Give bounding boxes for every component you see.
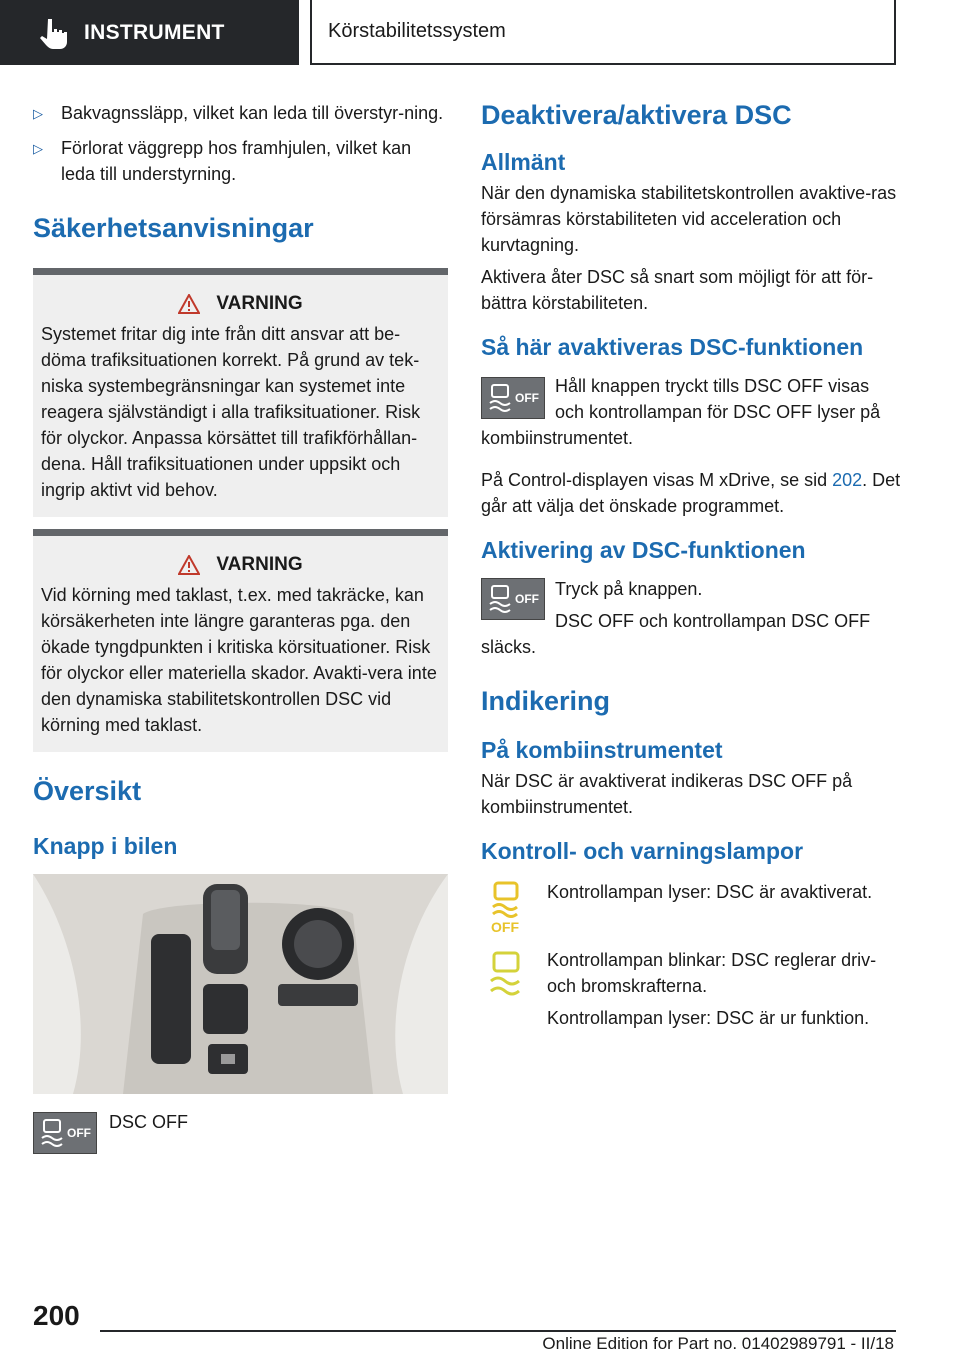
lamps-heading: Kontroll- och varningslampor — [481, 838, 804, 864]
paragraph: På Control-displayen visas M xDrive, se sid 202. Det går att välja det önskade programmet. — [481, 470, 901, 516]
list-item: ▷ Bakvagnssläpp, vilket kan leda till överstyr-ning. — [33, 100, 448, 127]
button-caption: DSC OFF — [109, 1112, 188, 1132]
paragraph: När den dynamiska stabilitetskontrollen avaktive-ras försämras körstabiliteten vid acceleration och kurvtagning. — [481, 183, 897, 255]
left-column — [33, 100, 448, 1154]
paragraph: När DSC är avaktiverat indikeras DSC OFF på kombiinstrumentet. — [481, 771, 853, 817]
center-console-photo — [33, 874, 448, 1094]
warning-label: VARNING — [216, 293, 303, 314]
hand-pointer-icon — [36, 15, 72, 51]
chapter-title: Körstabilitetssystem — [328, 20, 506, 42]
edition-text: Online Edition for Part no. 01402989791 - II/18 — [542, 1334, 894, 1353]
section-title: INSTRUMENT — [84, 20, 225, 44]
warning-triangle-icon — [178, 555, 200, 575]
overview-heading: Översikt — [33, 776, 142, 806]
dsc-off-button-icon: OFF — [481, 578, 545, 620]
lamp-description: Kontrollampan lyser: DSC är avaktiverat. — [547, 882, 873, 902]
chapter-tab — [310, 0, 896, 65]
page-number: 200 — [33, 1300, 80, 1331]
deactivate-heading: Så här avaktiveras DSC-funktionen — [481, 334, 864, 360]
paragraph: Aktivera åter DSC så snart som möjligt för att för-bättra körstabiliteten. — [481, 267, 874, 313]
dsc-lamp-icon — [481, 947, 529, 1003]
page-link[interactable]: 202 — [832, 470, 863, 490]
lamp-description: Kontrollampan blinkar: DSC reglerar driv- och bromskrafterna. — [547, 950, 877, 996]
warning-triangle-icon — [178, 294, 200, 314]
dsc-off-button-icon: OFF — [33, 1112, 97, 1154]
dsc-heading: Deaktivera/aktivera DSC — [481, 100, 792, 130]
triangle-bullet-icon: ▷ — [33, 106, 43, 121]
warning-label: VARNING — [216, 554, 303, 575]
paragraph: Håll knappen tryckt tills DSC OFF visas och kontrollampan för DSC OFF lyser på kombiinstrumentet. — [481, 376, 881, 448]
paragraph: DSC OFF och kontrollampan DSC OFF släcks. — [481, 611, 871, 657]
lamp-description: Kontrollampan lyser: DSC är ur funktion. — [547, 1008, 870, 1028]
section-tab — [0, 0, 299, 65]
warning-box — [33, 268, 448, 517]
list-item: ▷ Förlorat väggrepp hos framhjulen, vilket kan leda till understyrning. — [33, 135, 448, 187]
warning-text: Systemet fritar dig inte från ditt ansvar att be-döma trafiksituationen korrekt. På grund av tek-niska systembegränsningar kan systemet inte reagera självständigt i alla trafiksituationer. Risk för olyckor. Anpassa körsättet till trafikförhållan-dena. Håll trafiksituationen under uppsikt och ingrip aktivt vid behov. — [41, 324, 421, 500]
dsc-off-button-icon: OFF — [481, 377, 545, 419]
safety-heading: Säkerhetsanvisningar — [33, 213, 314, 243]
general-heading: Allmänt — [481, 149, 566, 175]
svg-text:OFF: OFF — [491, 919, 519, 935]
paragraph: Tryck på knappen. — [555, 579, 703, 599]
combi-heading: På kombiinstrumentet — [481, 737, 723, 763]
warning-box — [33, 529, 448, 752]
footer-divider — [100, 1330, 896, 1332]
button-heading: Knapp i bilen — [33, 833, 178, 859]
right-column — [481, 100, 901, 1031]
warning-text: Vid körning med taklast, t.ex. med takräcke, kan körsäkerheten inte längre garanteras pga. den ökade tyngdpunkten i kritiska körsituationer. Risk för olyckor eller materiella skador. Avakti-vera inte den dynamiska stabilitetskontrollen DSC vid körning med taklast. — [41, 585, 437, 735]
triangle-bullet-icon: ▷ — [33, 141, 43, 156]
dsc-off-lamp-icon — [481, 879, 529, 935]
indication-heading: Indikering — [481, 686, 611, 716]
activate-heading: Aktivering av DSC-funktionen — [481, 537, 806, 563]
